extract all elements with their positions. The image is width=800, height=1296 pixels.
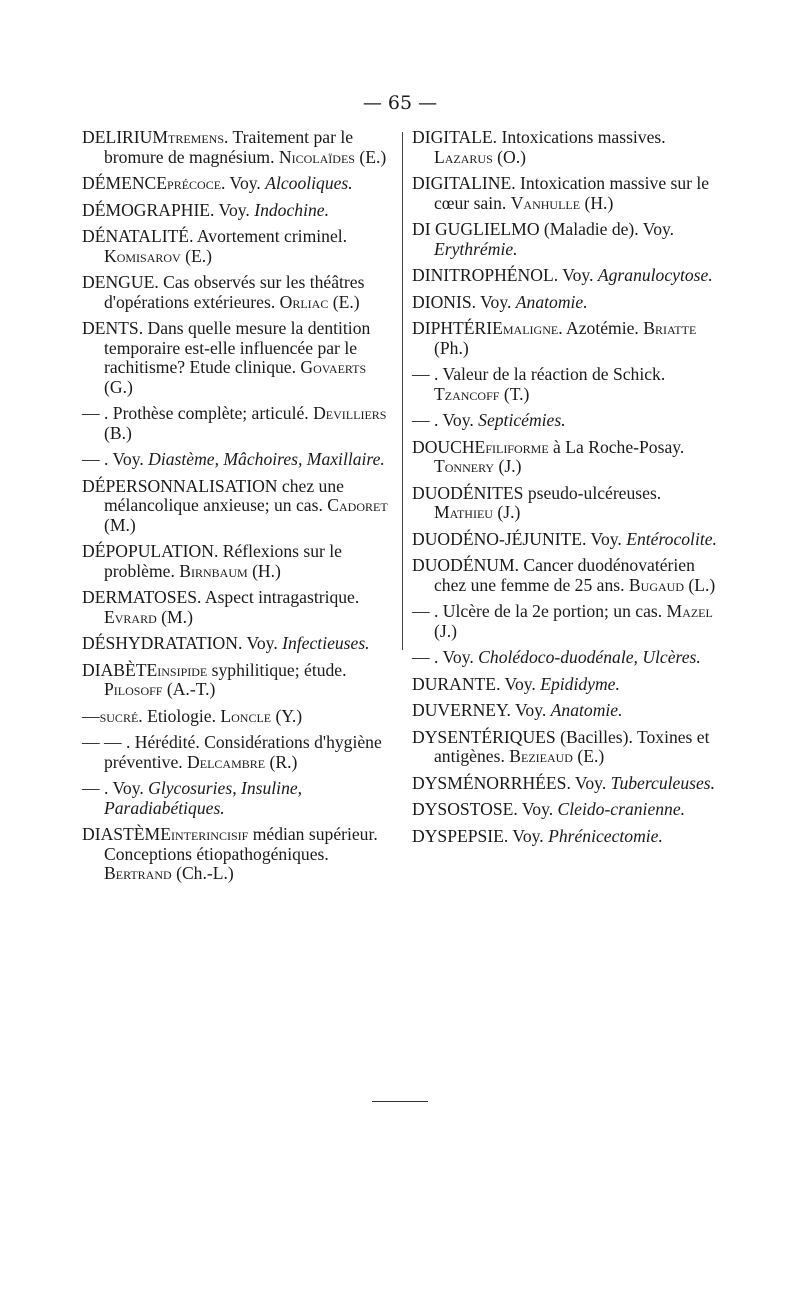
entry-heading: DYSENTÉRIQUES	[412, 726, 556, 747]
entry-heading: DOUCHE	[412, 436, 486, 457]
entry-text: . Cas observés sur les théâtres d'opérations extérieures.	[104, 272, 365, 312]
entry-heading: DUVERNEY	[412, 700, 507, 720]
index-entry	[412, 319, 717, 358]
entry-author: Mazel	[666, 601, 713, 621]
entry-initial: (M.)	[104, 514, 136, 535]
entry-heading: DUODÉNO-JÉJUNITE	[412, 528, 583, 549]
index-entry	[82, 227, 392, 266]
index-entry	[412, 174, 717, 213]
entry-heading: DI GUGLIELMO	[412, 219, 540, 239]
entry-heading: DIGITALINE	[412, 173, 512, 193]
entry-heading: — —	[82, 732, 122, 752]
entry-heading: DIASTÈME	[82, 824, 171, 844]
entry-heading: DURANTE	[412, 673, 497, 694]
index-entry	[82, 128, 392, 167]
entry-author: Loncle	[220, 705, 272, 726]
entry-reference: Cleido-cranienne.	[557, 799, 686, 819]
index-entry	[82, 201, 392, 221]
index-entry	[82, 477, 392, 536]
entry-heading: DELIRIUM	[82, 127, 169, 147]
index-entry	[82, 707, 392, 727]
entry-initial: (O.)	[492, 146, 526, 167]
index-entry	[82, 661, 392, 700]
entry-heading: DYSMÉNORRHÉES	[412, 772, 567, 793]
entry-text: (Maladie de). Voy.	[539, 219, 675, 239]
entry-reference: Epididyme.	[540, 673, 620, 694]
entry-heading: —	[82, 705, 100, 726]
entry-heading: DENGUE	[82, 272, 155, 292]
entry-reference: Erythrémie.	[434, 238, 518, 259]
entry-text: syphilitique; étude.	[207, 659, 347, 680]
entry-author: Briatte	[643, 318, 697, 338]
entry-heading: DIONIS	[412, 291, 472, 312]
index-entry	[412, 701, 717, 721]
entry-author: Bugaud	[628, 574, 684, 595]
entry-heading: DÉNATALITÉ	[82, 226, 190, 246]
entry-text: . Voy.	[506, 700, 551, 720]
entry-heading: DENTS	[82, 318, 139, 338]
entry-heading: —	[82, 403, 100, 423]
entry-text: . Réflexions sur le problème.	[104, 541, 342, 581]
index-entry	[82, 319, 392, 397]
entry-initial: (E.)	[180, 245, 212, 266]
entry-subheading: filiforme	[485, 436, 549, 457]
entry-heading: —	[412, 601, 430, 621]
entry-text: . Voy.	[429, 410, 479, 430]
entry-reference: Agranulocytose.	[597, 265, 713, 285]
entry-text: . Voy.	[210, 199, 255, 220]
entry-reference: Infectieuses.	[282, 633, 370, 653]
entry-text: . Azotémie.	[558, 318, 644, 338]
index-entry	[412, 602, 717, 641]
entry-heading: DÉMOGRAPHIE	[82, 199, 211, 220]
index-entry	[412, 220, 717, 259]
page-number: — 65 —	[362, 92, 438, 114]
entry-heading: DUODÉNITES	[412, 482, 524, 503]
index-entry	[412, 128, 717, 167]
entry-text: . Voy.	[429, 647, 479, 667]
entry-initial: (M.)	[156, 606, 193, 627]
entry-author: Bezieaud	[509, 746, 573, 766]
entry-reference: Entérocolite.	[626, 528, 717, 549]
entry-text: . Ulcère de la 2e portion; un cas.	[429, 601, 667, 621]
index-entry	[82, 542, 392, 581]
entry-author: Nicolaïdes	[278, 146, 355, 167]
entry-text: . Voy.	[503, 825, 549, 846]
index-entry	[82, 273, 392, 312]
entry-heading: DIPHTÉRIE	[412, 318, 503, 338]
entry-initial: (E.)	[354, 146, 387, 167]
entry-reference: Alcooliques.	[265, 173, 353, 193]
entry-initial: (E.)	[572, 746, 605, 766]
entry-text: . Prothèse complète; articulé.	[99, 403, 314, 423]
entry-initial: (J.)	[434, 620, 457, 641]
entry-heading: DÉMENCE	[82, 173, 168, 193]
index-entry	[412, 411, 717, 431]
index-entry	[82, 779, 392, 818]
entry-author: Bertrand	[104, 863, 172, 883]
entry-author: Mathieu	[434, 502, 493, 522]
entry-initial: (H.)	[580, 192, 614, 213]
entry-heading: —	[412, 647, 430, 667]
entry-initial: (G.)	[104, 376, 133, 397]
entry-subheading: précoce	[167, 173, 222, 193]
entry-author: Birnbaum	[179, 560, 248, 581]
entry-text: . Voy.	[496, 673, 541, 694]
entry-author: Lazarus	[434, 146, 493, 167]
entry-reference: Septicémies.	[478, 410, 566, 430]
entry-heading: —	[82, 778, 100, 798]
index-entry	[82, 450, 392, 470]
entry-text: . Dans quelle mesure la dentition temporaire est-elle influencée par le rachitisme? Etude clinique.	[104, 318, 371, 377]
entry-text: pseudo-ulcéreuses.	[523, 482, 662, 503]
index-entry	[412, 675, 717, 695]
entry-reference: Anatomie.	[550, 700, 623, 720]
entry-text: . Etiologie.	[138, 705, 221, 726]
entry-text: . Aspect intragastrique.	[197, 587, 360, 607]
entry-text: . Voy.	[237, 633, 283, 653]
entry-reference: Tuberculeuses.	[610, 772, 716, 793]
entry-text: . Intoxication massive sur le cœur sain.	[434, 173, 710, 213]
entry-initial: (T.)	[499, 383, 530, 404]
entry-text: . Intoxications massives.	[492, 127, 666, 147]
entry-author: Govaerts	[300, 357, 367, 377]
entry-author: Delcambre	[187, 751, 266, 772]
entry-subheading: insipide	[157, 659, 208, 680]
entry-initial: (R.)	[265, 751, 298, 772]
index-entry	[412, 774, 717, 794]
index-entry	[82, 174, 392, 194]
entry-text: à La Roche-Posay.	[548, 436, 685, 457]
entry-initial: (Y.)	[271, 705, 303, 726]
entry-author: Tzancoff	[434, 383, 500, 404]
entry-reference: Cholédoco-duodénale, Ulcères.	[478, 647, 701, 667]
index-entry	[412, 827, 717, 847]
entry-heading: DUODÉNUM	[412, 555, 515, 575]
entry-text: . Cancer duodénovatérien chez une femme de 25 ans.	[434, 555, 695, 595]
entry-heading: DERMATOSES	[82, 587, 198, 607]
entry-heading: DÉPERSONNALISATION	[82, 475, 278, 496]
entry-text: . Voy.	[99, 778, 149, 798]
entry-author: Evrard	[104, 606, 157, 627]
entry-text: . Voy.	[471, 291, 516, 312]
entry-heading: DIABÈTE	[82, 659, 158, 680]
index-entry	[82, 588, 392, 627]
entry-text: . Voy.	[582, 528, 627, 549]
index-entry	[82, 733, 392, 772]
entry-heading: —	[412, 364, 430, 384]
index-entry	[412, 556, 717, 595]
entry-text: . Voy.	[99, 449, 149, 469]
index-entry	[82, 404, 392, 443]
index-entry	[82, 825, 392, 884]
entry-initial: (J.)	[492, 502, 521, 522]
right-column	[412, 128, 717, 853]
index-entry	[412, 266, 717, 286]
index-entry	[82, 634, 392, 654]
entry-author: Cadoret	[327, 495, 388, 515]
entry-heading: DINITROPHÉNOL	[412, 265, 554, 285]
entry-text: . Voy.	[513, 799, 558, 819]
entry-subheading: sucré	[99, 705, 139, 726]
index-entry	[412, 484, 717, 523]
entry-author: Pilosoff	[104, 679, 163, 699]
entry-text: . Hérédité. Considérations d'hygiène préventive.	[104, 732, 382, 772]
entry-initial: (B.)	[104, 422, 132, 443]
entry-text: . Voy.	[221, 173, 266, 193]
entry-heading: DYSOSTOSE	[412, 799, 514, 819]
entry-initial: (E.)	[328, 291, 360, 312]
entry-text: médian supérieur. Conceptions étiopathogéniques.	[104, 824, 378, 864]
index-entry	[412, 728, 717, 767]
entry-heading: DYSPEPSIE	[412, 825, 504, 846]
entry-initial: (A.-T.)	[162, 679, 216, 699]
entry-initial: (Ch.-L.)	[171, 863, 234, 883]
footer-rule	[372, 1101, 428, 1102]
entry-reference: Indochine.	[254, 199, 329, 220]
entry-author: Tonnery	[434, 456, 495, 476]
entry-initial: (H.)	[247, 560, 281, 581]
entry-author: Vanhulle	[510, 192, 581, 213]
entry-reference: Phrénicectomie.	[548, 825, 663, 846]
entry-text: . Traitement par le bromure de magnésium.	[104, 127, 354, 167]
entry-text: . Valeur de la réaction de Schick.	[429, 364, 666, 384]
entry-text: . Avortement criminel.	[189, 226, 348, 246]
index-entry	[412, 293, 717, 313]
entry-reference: Diastème, Mâchoires, Maxillaire.	[148, 449, 385, 469]
entry-heading: DIGITALE	[412, 127, 493, 147]
entry-text: . Voy.	[553, 265, 598, 285]
column-divider	[402, 132, 403, 650]
index-entry	[412, 648, 717, 668]
left-column	[82, 128, 392, 891]
entry-text: chez une mélancolique anxieuse; un cas.	[104, 475, 344, 515]
entry-initial: (J.)	[494, 456, 522, 476]
entry-subheading: interincisif	[170, 824, 249, 844]
index-entry	[412, 530, 717, 550]
entry-initial: (L.)	[684, 574, 716, 595]
entry-initial: (Ph.)	[434, 337, 469, 358]
entry-heading: DÉPOPULATION	[82, 541, 214, 561]
entry-subheading: tremens	[168, 127, 225, 147]
entry-subheading: maligne	[502, 318, 559, 338]
entry-reference: Anatomie.	[515, 291, 588, 312]
entry-heading: —	[412, 410, 430, 430]
entry-heading: DÉSHYDRATATION	[82, 633, 238, 653]
index-entry	[412, 365, 717, 404]
entry-text: (Bacilles). Toxines et antigènes.	[434, 726, 710, 766]
entry-author: Komisarov	[104, 245, 181, 266]
entry-reference: Glycosuries, Insuline, Paradiabétiques.	[104, 778, 303, 818]
index-entry	[412, 438, 717, 477]
entry-author: Devilliers	[313, 403, 387, 423]
index-entry	[412, 800, 717, 820]
entry-text: . Voy.	[566, 772, 611, 793]
entry-author: Orliac	[279, 291, 329, 312]
entry-heading: —	[82, 449, 100, 469]
